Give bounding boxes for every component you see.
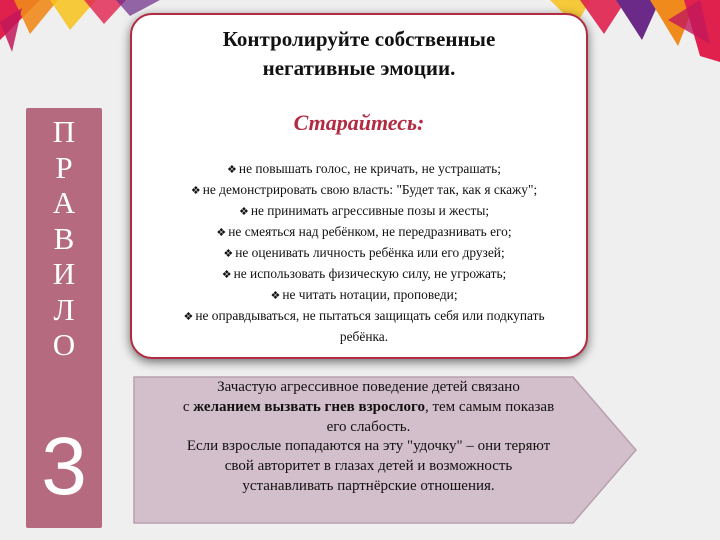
list-item-text: не оценивать личность ребёнка или его друзей; (235, 245, 505, 260)
card-title-line: Контролируйте собственные (222, 27, 496, 51)
diamond-bullet-icon: ❖ (216, 227, 227, 239)
list-item (172, 180, 556, 201)
list-item-text: не читать нотации, проповеди; (282, 287, 458, 302)
card-list (172, 159, 556, 346)
list-item (172, 264, 556, 285)
note-text (141, 378, 596, 497)
list-item-text: не оправдываться, не пытаться защищать себя или подкупать ребёнка. (195, 308, 545, 344)
note-text-fragment: , тем самым показав (424, 398, 555, 415)
rule-side-panel (26, 108, 102, 528)
rule-card (130, 13, 588, 359)
note-line: его слабость. (326, 418, 411, 435)
diamond-bullet-icon: ❖ (227, 164, 237, 176)
card-title (132, 25, 586, 83)
list-item (172, 243, 556, 264)
card-subtitle: Старайтесь: (293, 110, 425, 135)
note-line (141, 398, 596, 418)
list-item-text: не смеяться над ребёнком, не передразнивать его; (228, 224, 512, 239)
side-letter: П (52, 114, 76, 149)
side-letter: Р (55, 149, 73, 185)
diamond-bullet-icon: ❖ (183, 311, 194, 323)
side-letter: А (52, 185, 76, 220)
side-letter: И (52, 256, 76, 291)
list-item-text: не использовать физическую силу, не угрожать; (233, 266, 507, 281)
note-line: Зачастую агрессивное поведение детей связано (217, 379, 520, 395)
list-item-text: не демонстрировать свою власть: "Будет так, как я скажу"; (202, 182, 538, 197)
rule-word-vertical (26, 114, 102, 363)
diamond-bullet-icon: ❖ (270, 290, 281, 302)
diamond-bullet-icon: ❖ (190, 185, 201, 197)
note-line: Если взрослые попадаются на эту "удочку" – они теряют (186, 438, 551, 455)
list-item-text: не принимать агрессивные позы и жесты; (250, 203, 490, 218)
note-line: свой авторитет в глазах детей и возможность (224, 458, 513, 475)
note-line: устанавливать партнёрские отношения. (242, 477, 495, 494)
list-item (172, 201, 556, 222)
card-title-line: негативные эмоции. (262, 56, 456, 80)
list-item-text: не повышать голос, не кричать, не устрашать; (238, 161, 501, 176)
list-item (172, 306, 556, 346)
list-item (172, 159, 556, 180)
note-arrow-box (133, 376, 637, 524)
side-letter: О (52, 327, 76, 362)
list-item (172, 222, 556, 243)
side-letter: Л (53, 291, 75, 327)
note-emphasis: желанием вызвать гнев взрослого (193, 398, 425, 415)
rule-number: 3 (41, 421, 87, 512)
list-item (172, 285, 556, 306)
side-letter: В (53, 220, 75, 256)
diamond-bullet-icon: ❖ (223, 248, 234, 260)
note-text-fragment: с (182, 398, 194, 415)
diamond-bullet-icon: ❖ (221, 269, 232, 281)
diamond-bullet-icon: ❖ (238, 206, 249, 218)
